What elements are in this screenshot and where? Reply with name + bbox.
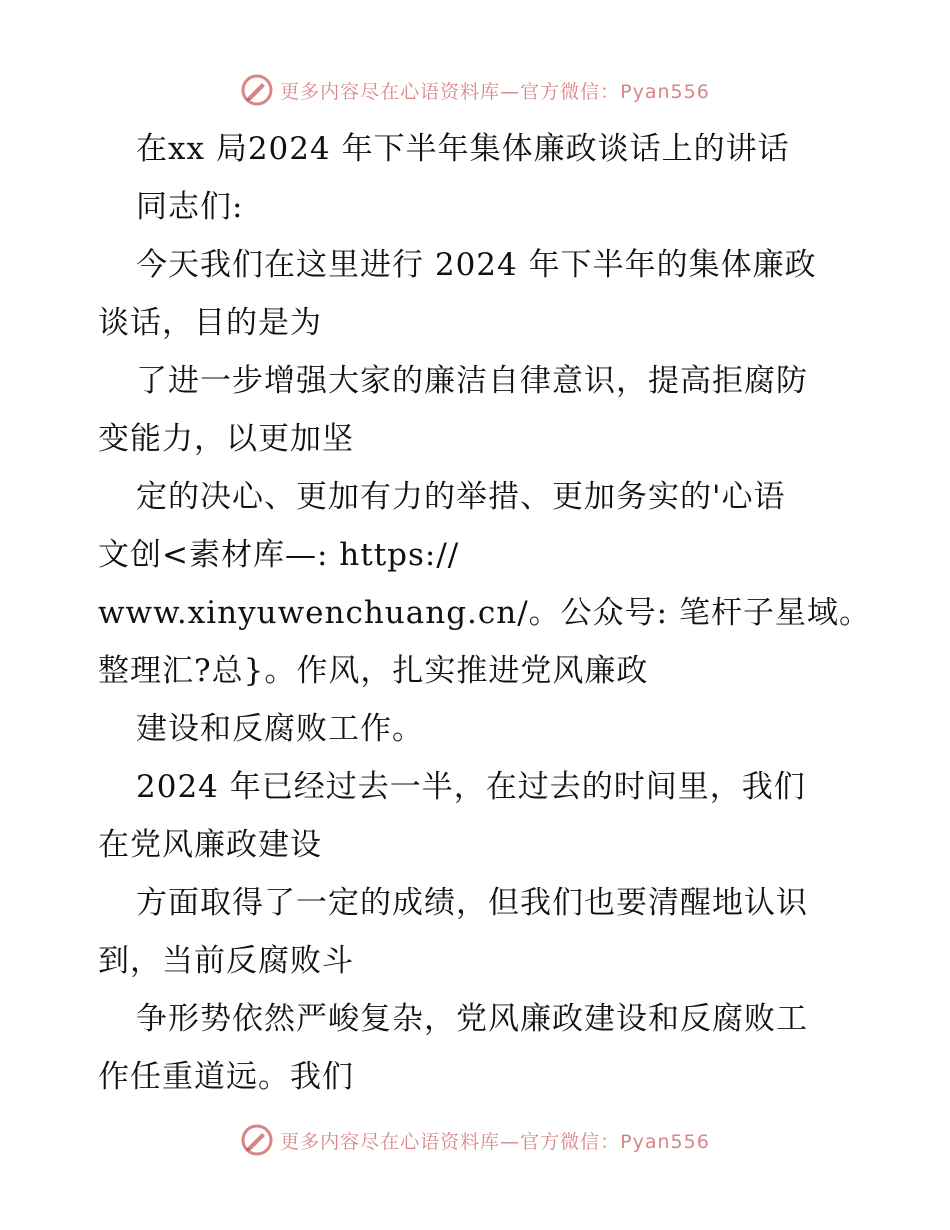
paragraph-line: 定的决心、更加有力的举措、更加务实的'心语 [136, 479, 786, 515]
paragraph-line: www.xinyuwenchuang.cn/。公众号: 笔杆子星域。 [98, 595, 871, 631]
paragraph-line: 作任重道远。我们 [98, 1059, 354, 1095]
paragraph-line: 今天我们在这里进行 2024 年下半年的集体廉政 [136, 247, 817, 283]
watermark-text: 更多内容尽在心语资料库—官方微信：Pyan556 [280, 1130, 710, 1153]
paragraph-line: 变能力，以更加坚 [98, 421, 354, 457]
salutation: 同志们: [136, 189, 244, 225]
paragraph-line: 建设和反腐败工作。 [136, 711, 424, 747]
paragraph-line: 2024 年已经过去一半，在过去的时间里，我们 [136, 769, 806, 805]
footer-watermark [0, 1120, 950, 1160]
paragraph-line: 争形势依然严峻复杂，党风廉政建设和反腐败工 [136, 1001, 808, 1037]
document-title: 在xx 局2024 年下半年集体廉政谈话上的讲话 [136, 131, 790, 167]
paragraph-line: 整理汇?总}。作风，扎实推进党风廉政 [98, 653, 649, 689]
header-watermark [0, 70, 950, 110]
paragraph-line: 方面取得了一定的成绩，但我们也要清醒地认识 [136, 885, 808, 921]
paragraph-line: 了进一步增强大家的廉洁自律意识，提高拒腐防 [136, 363, 808, 399]
pen-logo-icon [240, 1123, 274, 1157]
paragraph-line: 文创<素材库—: https:// [98, 537, 460, 573]
paragraph-line: 在党风廉政建设 [98, 827, 322, 863]
pen-logo-icon [240, 73, 274, 107]
document-body [98, 120, 871, 1106]
paragraph-line: 到，当前反腐败斗 [98, 943, 354, 979]
watermark-text: 更多内容尽在心语资料库—官方微信：Pyan556 [280, 80, 710, 103]
paragraph-line: 谈话，目的是为 [98, 305, 322, 341]
